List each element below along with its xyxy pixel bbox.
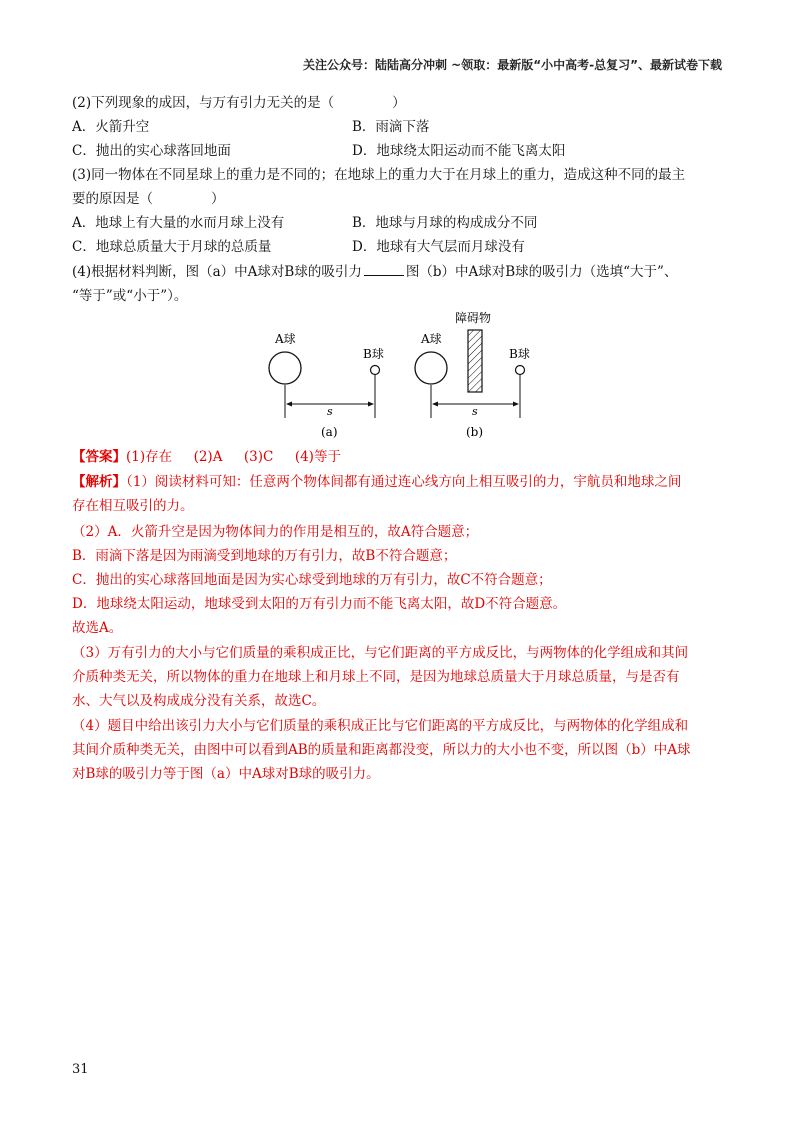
analysis-p2-line5: 故选A。 bbox=[72, 620, 123, 636]
analysis-p2-line4: D．地球绕太阳运动，地球受到太阳的万有引力而不能飞离太阳，故D不符合题意。 bbox=[72, 596, 567, 612]
figure-b-ball-b bbox=[516, 366, 525, 375]
q3-option-a: A．地球上有大量的水而月球上没有 bbox=[72, 215, 285, 231]
figure-b-label-b: B球 bbox=[509, 347, 530, 361]
figure-a-label-a: A球 bbox=[275, 332, 296, 346]
q4-line2: “等于”或“小于”）。 bbox=[72, 288, 188, 304]
gravitation-figure bbox=[255, 308, 545, 443]
page-header: 关注公众号：陆陆高分冲刺 ~领取：最新版“小中高考-总复习”、最新试卷下载 bbox=[303, 58, 722, 72]
figure-a bbox=[269, 331, 384, 439]
figure-a-label-b: B球 bbox=[363, 347, 384, 361]
figure-a-ball-a bbox=[269, 352, 301, 384]
q2-option-b: B．雨滴下落 bbox=[352, 119, 430, 135]
figure-b-caption: (b) bbox=[466, 425, 484, 439]
analysis-p4-line1: （4）题目中给出该引力大小与它们质量的乘积成正比与它们距离的平方成反比，与两物体的化学组成和 bbox=[72, 718, 689, 734]
analysis-p4-line2: 其间介质种类无关，由图中可以看到AB的质量和距离都没变，所以力的大小也不变，所以图（b）中A球 bbox=[72, 742, 691, 758]
q4-line1: (4)根据材料判断，图（a）中A球对B球的吸引力 图（b）中A球对B球的吸引力（选填“大于”、 bbox=[72, 264, 678, 280]
q3-option-b: B．地球与月球的构成成分不同 bbox=[352, 215, 538, 231]
analysis-p3-line3: 水、大气以及构成成分没有关系，故选C。 bbox=[72, 693, 326, 709]
analysis-p3-line1: （3）万有引力的大小与它们质量的乘积成正比，与它们距离的平方成反比，与两物体的化学组成和其间 bbox=[72, 645, 689, 661]
figure-b-obstacle bbox=[468, 330, 482, 392]
q2-stem: (2)下列现象的成因，与万有引力无关的是（ ） bbox=[72, 95, 406, 111]
figure-a-distance-label: s bbox=[327, 405, 333, 418]
analysis-p2-line1: （2）A．火箭升空是因为物体间力的作用是相互的，故A符合题意； bbox=[72, 524, 479, 540]
analysis-p1-line1: 【解析】（1）阅读材料可知：任意两个物体间都有通过连心线方向上相互吸引的力，宇航员和地球之间 bbox=[72, 474, 682, 490]
analysis-p3-line2: 介质种类无关，所以物体的重力在地球上和月球上不同，是因为地球总质量大于月球总质量，与是否有 bbox=[72, 669, 680, 685]
analysis-p2-line3: C．抛出的实心球落回地面是因为实心球受到地球的万有引力，故C不符合题意； bbox=[72, 572, 552, 588]
answer-line: 【答案】(1)存在 (2)A (3)C (4)等于 bbox=[72, 449, 341, 465]
analysis-p4-line3: 对B球的吸引力等于图（a）中A球对B球的吸引力。 bbox=[72, 766, 380, 782]
analysis-p1-line2: 存在相互吸引的力。 bbox=[72, 498, 194, 514]
q2-option-c: C．抛出的实心球落回地面 bbox=[72, 143, 231, 159]
q3-option-d: D．地球有大气层而月球没有 bbox=[352, 239, 525, 255]
figure-b-distance-label: s bbox=[472, 405, 478, 418]
figure-b bbox=[415, 310, 530, 439]
figure-b-label-a: A球 bbox=[421, 332, 442, 346]
q2-option-d: D．地球绕太阳运动而不能飞离太阳 bbox=[352, 143, 566, 159]
page-number: 31 bbox=[72, 1062, 89, 1077]
q3-stem-line2: 要的原因是（ ） bbox=[72, 191, 225, 207]
figure-b-obstacle-label: 障碍物 bbox=[455, 311, 492, 325]
figure-a-caption: (a) bbox=[321, 425, 338, 439]
analysis-p2-line2: B．雨滴下落是因为雨滴受到地球的万有引力，故B不符合题意； bbox=[72, 548, 457, 564]
figure-b-ball-a bbox=[415, 352, 447, 384]
q2-option-a: A．火箭升空 bbox=[72, 119, 150, 135]
figure-a-ball-b bbox=[371, 366, 380, 375]
q3-stem-line1: (3)同一物体在不同星球上的重力是不同的；在地球上的重力大于在月球上的重力，造成这种不同的最主 bbox=[72, 167, 686, 183]
q3-option-c: C．地球总质量大于月球的总质量 bbox=[72, 239, 272, 255]
